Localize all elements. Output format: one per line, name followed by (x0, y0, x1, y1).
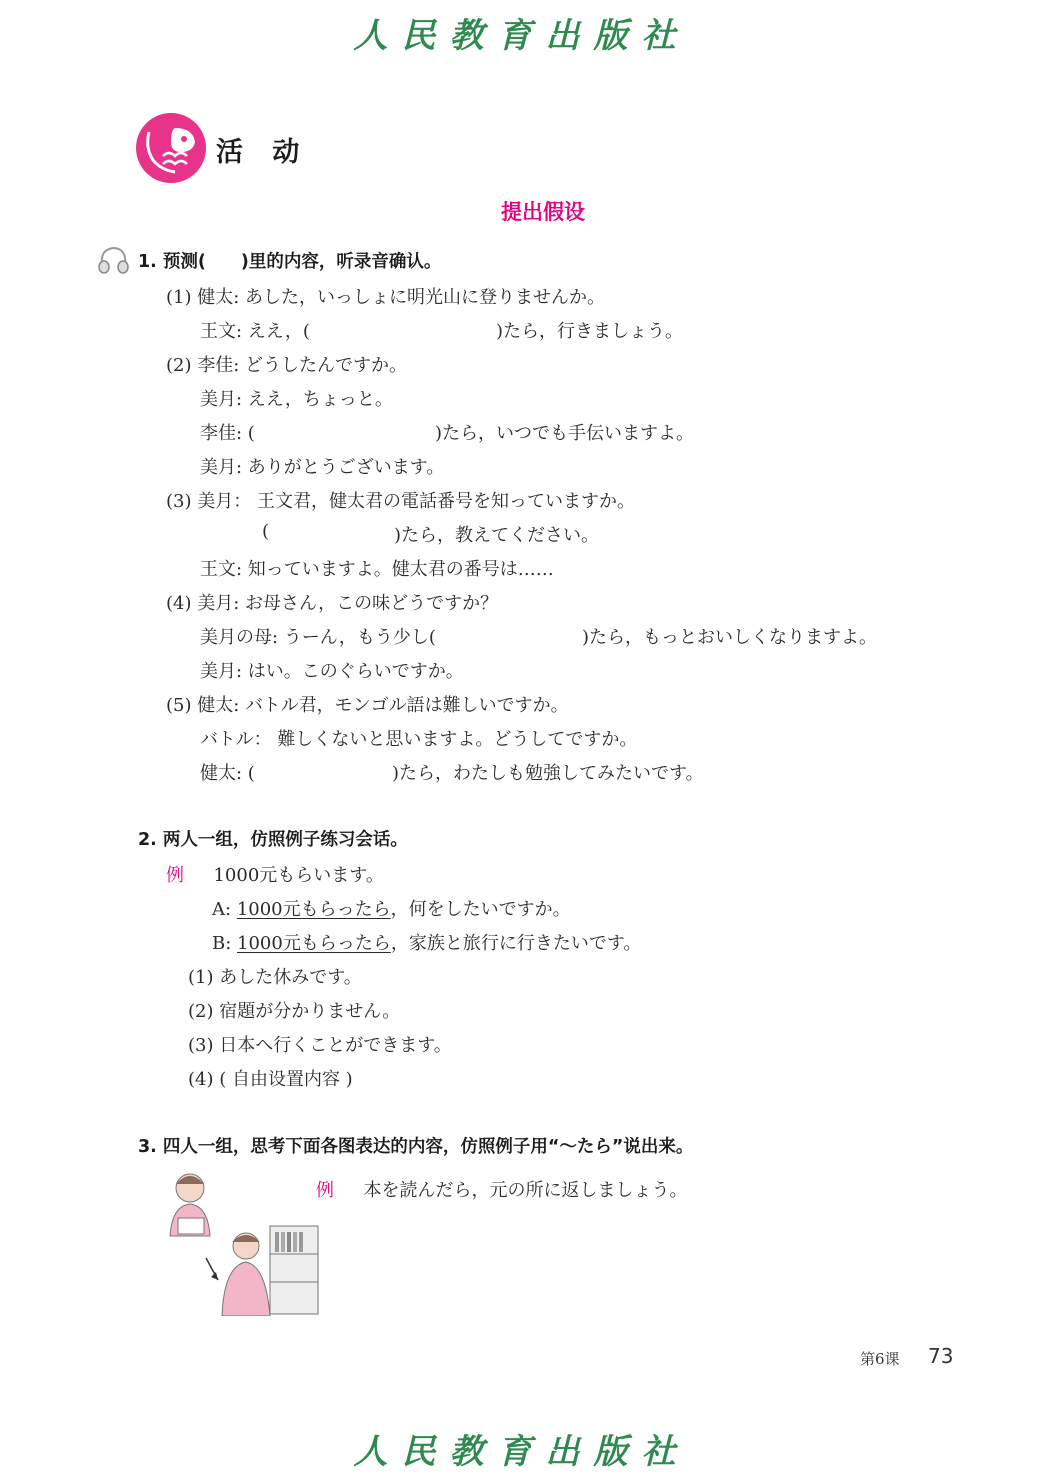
dialogue-line: 美月: はい。このぐらいですか。 (200, 661, 464, 682)
dialogue-line: )たら，教えてください。 (394, 525, 600, 546)
dialogue-line: (4) 美月: お母さん，この味どうですか？ (166, 593, 499, 614)
dialogue-line: (5) 健太: バトル君，モンゴル語は難しいですか。 (166, 695, 569, 716)
dialogue-line: バトル： 難しくないと思いますよ。どうしてですか。 (200, 729, 638, 750)
question-2-heading: 2. 两人一组，仿照例子练习会话。 (138, 830, 408, 850)
underlined-phrase: 1000元もらったら (236, 899, 391, 920)
dialogue-line: 美月: ええ，ちょっと。 (200, 389, 393, 410)
example-b-line (212, 929, 641, 955)
dialogue-line: 李佳: ( (200, 423, 255, 444)
publisher-watermark-top: 人民教育出版社 (353, 16, 690, 56)
dialogue-line: )たら，行きましょう。 (496, 321, 684, 342)
example-label: 例 (166, 865, 184, 886)
publisher-watermark-bottom: 人民教育出版社 (353, 1432, 690, 1472)
dialogue-line: )たら，わたしも勉強してみたいです。 (392, 763, 704, 784)
example-b-rest: ，家族と旅行に行きたいです。 (390, 933, 642, 954)
dialogue-line: (2) 李佳: どうしたんですか。 (166, 355, 408, 376)
example-a-line (212, 895, 571, 921)
dialogue-line: 王文: 知っていますよ。健太君の番号は…… (200, 559, 554, 580)
example-label: 例 (316, 1180, 334, 1201)
question-1-heading: 1. 预测( )里的内容，听录音确认。 (138, 252, 442, 272)
dialogue-line: ( (262, 521, 270, 542)
dialogue-line: (1) 健太: あした，いっしょに明光山に登りませんか。 (166, 287, 606, 308)
dialogue-line: 王文: ええ，( (200, 321, 310, 342)
page-number: 73 (928, 1344, 954, 1368)
practice-item: (4) ( 自由设置内容 ) (188, 1069, 353, 1090)
dialogue-line: )たら，いつでも手伝いますよ。 (435, 423, 695, 444)
section-title: 活 动 (216, 137, 310, 168)
dialogue-line: )たら，もっとおいしくなりますよ。 (582, 627, 878, 648)
underlined-phrase: 1000元もらったら (237, 933, 391, 954)
speaker-a: A: (212, 899, 232, 920)
lesson-label: 第6课 (860, 1350, 900, 1368)
fish-logo-icon (135, 112, 207, 184)
practice-item: (1) あした休みです。 (188, 967, 362, 988)
dialogue-line: 健太: ( (200, 763, 255, 784)
dialogue-line: 美月: ありがとうございます。 (200, 457, 445, 478)
headphone-audio-icon (96, 243, 130, 277)
example-line (166, 861, 384, 887)
speaker-b: B: (212, 933, 232, 954)
example-line (316, 1176, 687, 1202)
question-3-heading: 3. 四人一组，思考下面各图表达的内容，仿照例子用“～たら”说出来。 (138, 1137, 694, 1157)
practice-item: (3) 日本へ行くことができます。 (188, 1035, 452, 1056)
reading-book-illustration (160, 1166, 320, 1316)
section-subheading: 提出假设 (501, 200, 585, 224)
example-a-rest: ，何をしたいですか。 (390, 899, 571, 920)
example-text: 1000元もらいます。 (213, 865, 384, 886)
example-text: 本を読んだら，元の所に返しましょう。 (363, 1180, 688, 1201)
dialogue-line: (3) 美月： 王文君，健太君の電話番号を知っていますか。 (166, 491, 635, 512)
dialogue-line: 美月の母: うーん，もう少し( (200, 627, 436, 648)
practice-item: (2) 宿題が分かりません。 (188, 1001, 401, 1022)
